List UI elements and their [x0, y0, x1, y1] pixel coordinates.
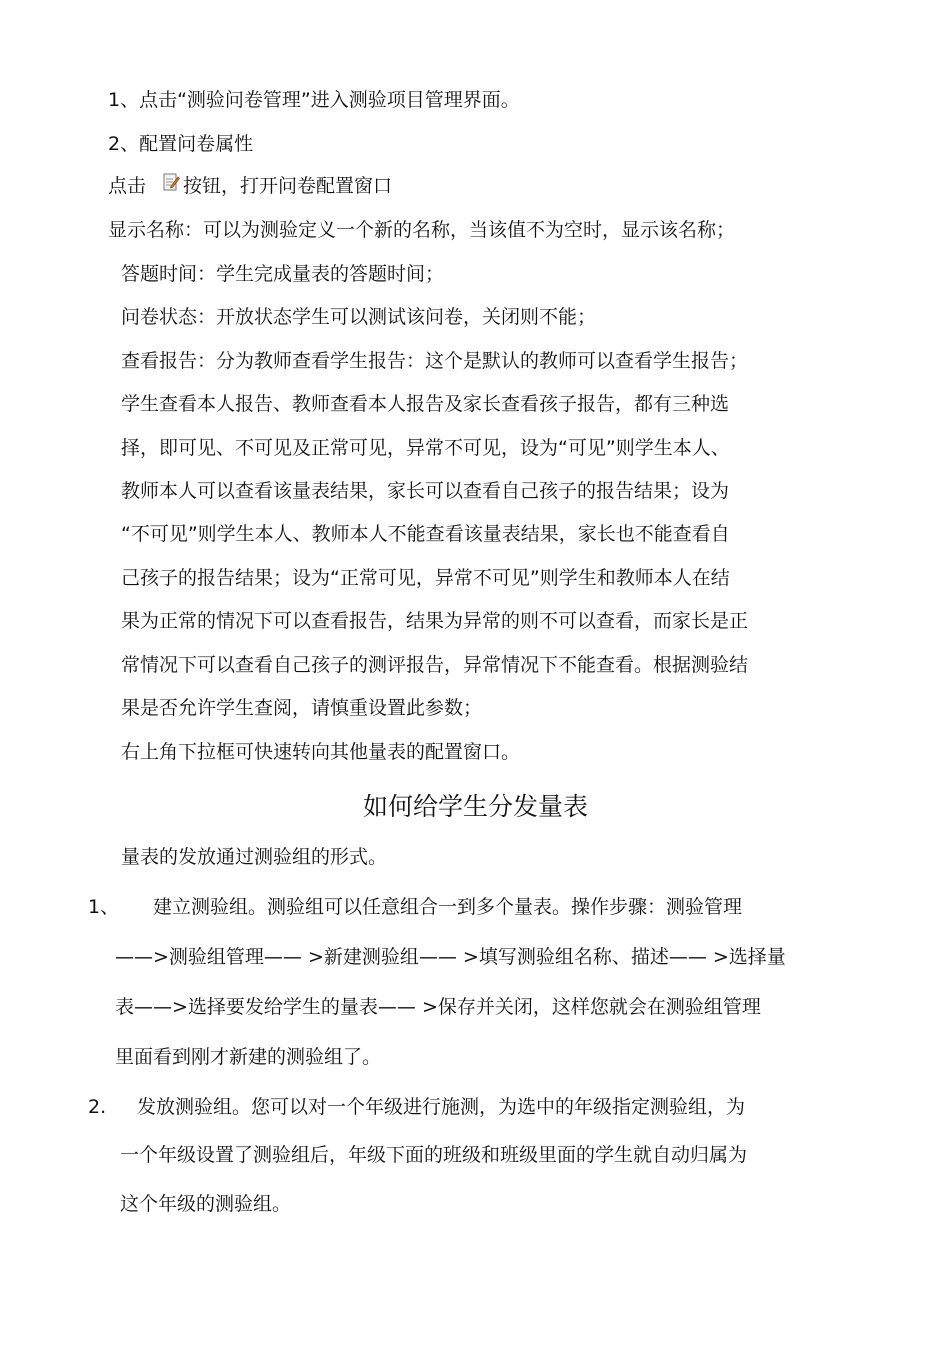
- answer-time-text: 答题时间：学生完成量表的答题时间；: [121, 263, 445, 285]
- step-2-text: 2、配置问卷属性: [108, 133, 254, 155]
- report-line: 学生查看本人报告、教师查看本人报告及家长查看孩子报告，都有三种选: [121, 393, 730, 415]
- click-prefix-text: 点击: [108, 175, 147, 197]
- section-title: 如何给学生分发量表: [363, 792, 589, 821]
- report-line: 常情况下可以查看自己孩子的测评报告，异常情况下不能查看。根据测验结: [121, 654, 749, 676]
- item-1-line: 里面看到刚才新建的测验组了。: [115, 1046, 382, 1068]
- report-line: 择，即可见、不可见及正常可见，异常不可见，设为“可见”则学生本人、: [121, 437, 730, 459]
- report-line: “不可见”则学生本人、教师本人不能查看该量表结果，家长也不能查看自: [121, 523, 730, 545]
- item-2-line: 发放测验组。您可以对一个年级进行施测，为选中的年级指定测验组，为: [137, 1096, 746, 1118]
- status-text: 问卷状态：开放状态学生可以测试该问卷，关闭则不能；: [121, 306, 597, 328]
- dropdown-note-text: 右上角下拉框可快速转向其他量表的配置窗口。: [121, 741, 521, 763]
- report-line: 己孩子的报告结果；设为“正常可见，异常不可见”则学生和教师本人在结: [121, 567, 730, 589]
- intro-text: 量表的发放通过测验组的形式。: [121, 846, 388, 868]
- item-1-number: 1、: [88, 896, 120, 918]
- edit-document-icon: [163, 173, 180, 192]
- click-suffix-text: 按钮，打开问卷配置窗口: [183, 175, 393, 197]
- item-1-line: 表——>选择要发给学生的量表—— >保存并关闭，这样您就会在测验组管理: [115, 996, 761, 1018]
- step-1-text: 1、点击“测验问卷管理”进入测验项目管理界面。: [108, 89, 520, 111]
- display-name-text: 显示名称：可以为测验定义一个新的名称，当该值不为空时，显示该名称；: [108, 219, 736, 241]
- item-1-line: 建立测验组。测验组可以任意组合一到多个量表。操作步骤：测验管理: [153, 896, 743, 918]
- report-line: 果为正常的情况下可以查看报告，结果为异常的则不可以查看，而家长是正: [121, 610, 749, 632]
- report-line: 查看报告：分为教师查看学生报告：这个是默认的教师可以查看学生报告；: [121, 350, 749, 372]
- item-2-line: 这个年级的测验组。: [120, 1193, 292, 1215]
- item-1-line: ——>测验组管理—— >新建测验组—— >填写测验组名称、描述—— >选择量: [115, 946, 786, 968]
- item-2-line: 一个年级设置了测验组后，年级下面的班级和班级里面的学生就自动归属为: [120, 1144, 748, 1166]
- report-line: 果是否允许学生查阅，请慎重设置此参数；: [121, 697, 483, 719]
- report-line: 教师本人可以查看该量表结果，家长可以查看自己孩子的报告结果；设为: [121, 480, 730, 502]
- item-2-number: 2.: [88, 1096, 107, 1118]
